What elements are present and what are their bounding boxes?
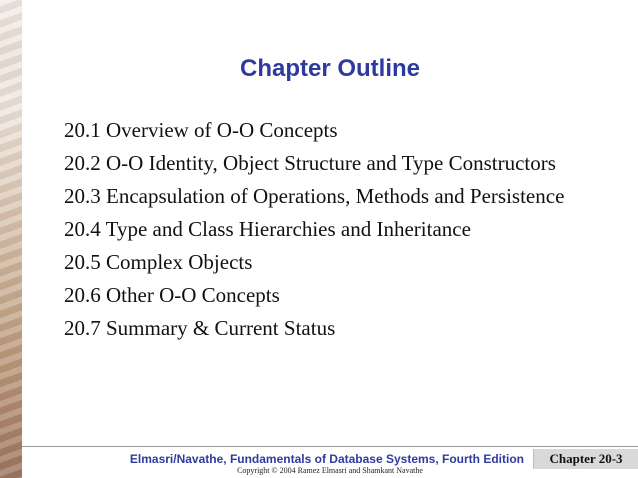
- outline-item: 20.3 Encapsulation of Operations, Methods and Persistence: [64, 184, 565, 208]
- copyright-notice: Copyright © 2004 Ramez Elmasri and Shamkant Navathe: [237, 466, 423, 475]
- outline-item: 20.7 Summary & Current Status: [64, 316, 336, 340]
- outline-item: 20.6 Other O-O Concepts: [64, 283, 280, 307]
- outline-item: 20.5 Complex Objects: [64, 250, 253, 274]
- outline-item: 20.4 Type and Class Hierarchies and Inheritance: [64, 217, 471, 241]
- footer-citation: Elmasri/Navathe, Fundamentals of Database Systems, Fourth Edition: [129, 452, 524, 466]
- outline-list: [64, 114, 584, 345]
- outline-item: 20.2 O-O Identity, Object Structure and Type Constructors: [64, 151, 556, 175]
- outline-item: 20.1 Overview of O-O Concepts: [64, 118, 338, 142]
- slide-title: Chapter Outline: [239, 55, 420, 82]
- chapter-page-label: Chapter 20-3: [533, 449, 638, 469]
- footer-divider: [22, 446, 638, 447]
- decorative-sand-strip: [0, 0, 22, 478]
